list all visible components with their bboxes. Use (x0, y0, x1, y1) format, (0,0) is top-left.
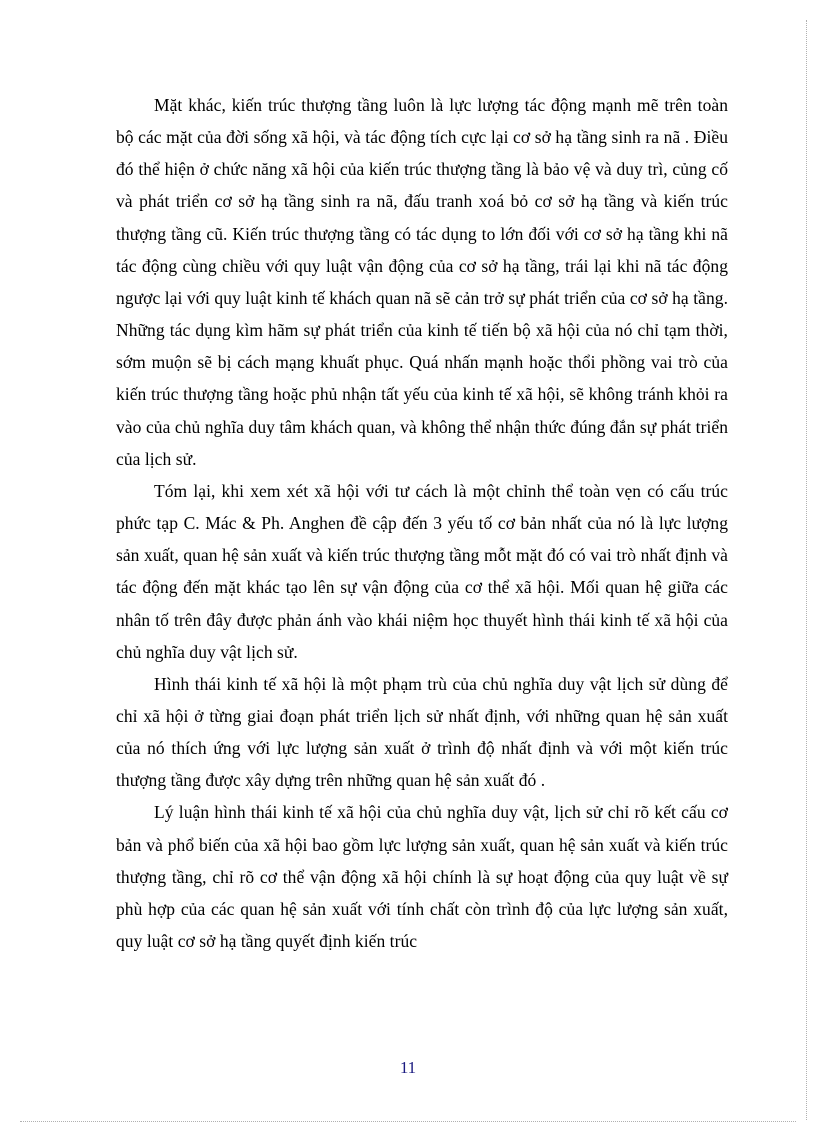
body-text (116, 89, 728, 957)
paragraph-superstructure-role: Mặt khác, kiến trúc thượng tầng luôn là lực lượng tác động mạnh mẽ trên toàn bộ các mặt của đời sống xã hội, và tác động tích cực lại cơ sở hạ tầng sinh ra nã . Điều đó thể hiện ở chức năng xã hội của kiến trúc thượng tầng là bảo vệ và duy trì, củng cố và phát triển cơ sở hạ tầng sinh ra nã, đấu tranh xoá bỏ cơ sở hạ tầng và kiến trúc thượng tầng cũ. Kiến trúc thượng tầng có tác dụng to lớn đối với cơ sở hạ tầng khi nã tác động cùng chiều với quy luật vận động của cơ sở hạ tầng, trái lại khi nã tác động ngược lại với quy luật kinh tế khách quan nã sẽ cản trở sự phát triển của cơ sở hạ tầng. Những tác dụng kìm hãm sự phát triển của kinh tế tiến bộ xã hội của nó chỉ tạm thời, sớm muộn sẽ bị cách mạng khuất phục. Quá nhấn mạnh hoặc thổi phồng vai trò của kiến trúc thượng tầng hoặc phủ nhận tất yếu của kinh tế xã hội, sẽ không tránh khỏi ra vào của chủ nghĩa duy tâm khách quan, và không thể nhận thức đúng đắn sự phát triển của lịch sử. (116, 95, 728, 469)
paragraph-theory: Lý luận hình thái kinh tế xã hội của chủ nghĩa duy vật, lịch sử chỉ rõ kết cấu cơ bản và phổ biến của xã hội bao gồm lực lượng sản xuất, quan hệ sản xuất và kiến trúc thượng tầng, chỉ rõ cơ thể vận động xã hội chính là sự hoạt động của quy luật về sự phù hợp của các quan hệ sản xuất với tính chất còn trình độ của lực lượng sản xuất, quy luật cơ sở hạ tầng quyết định kiến trúc (116, 802, 728, 952)
paragraph-socioeconomic-formation: Hình thái kinh tế xã hội là một phạm trù của chủ nghĩa duy vật lịch sử dùng để chỉ xã hội ở từng giai đoạn phát triển lịch sử nhất định, với những quan hệ sản xuất của nó thích ứng với lực lượng sản xuất ở trình độ nhất định và với một kiến trúc thượng tầng được xây dựng trên những quan hệ sản xuất đó . (116, 673, 728, 791)
page-number: 11 (399, 1058, 417, 1077)
page-edge-right (806, 20, 807, 1120)
paragraph-summary: Tóm lại, khi xem xét xã hội với tư cách là một chỉnh thể toàn vẹn có cấu trúc phức tạp C. Mác & Ph. Anghen đề cập đến 3 yếu tố cơ bản nhất của nó là lực lượng sản xuất, quan hệ sản xuất và kiến trúc thượng tầng mỗt mặt đó có vai trò nhất định và tác động đến mặt khác tạo lên sự vận động của cơ thể xã hội. Mối quan hệ giữa các nhân tố trên đây được phản ánh vào khái niệm học thuyết hình thái kinh tế xã hội của chủ nghĩa duy vật lịch sử. (116, 480, 728, 662)
page-edge-bottom (20, 1121, 796, 1122)
